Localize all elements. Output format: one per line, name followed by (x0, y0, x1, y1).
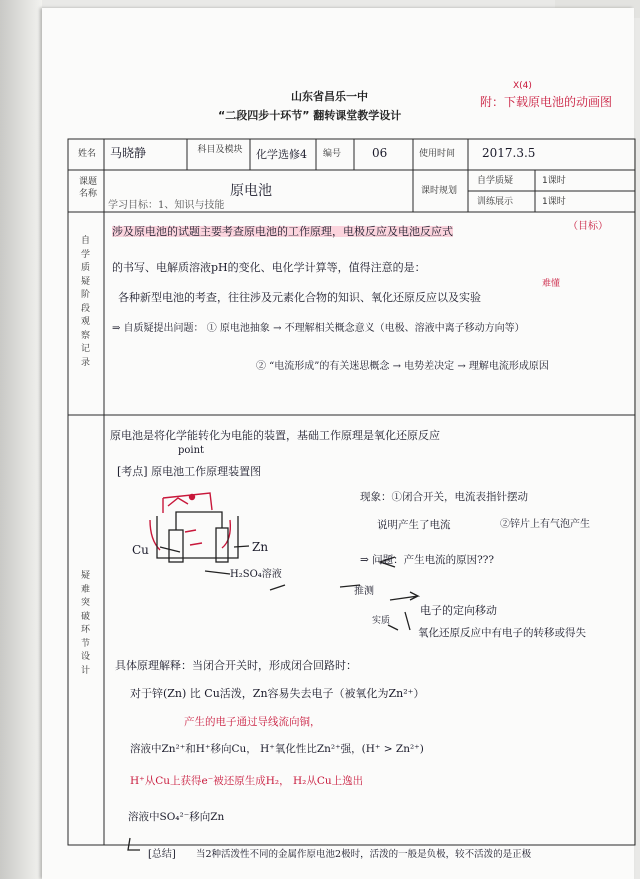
point-note: point (178, 445, 205, 456)
reason-1: 电子的定向移动 (420, 604, 497, 617)
document-subtitle: “二段四步十环节” 翻转课堂教学设计 (218, 109, 402, 122)
goal-note: （目标） (568, 221, 608, 232)
topic-label: 课题名称 (78, 177, 97, 199)
explain-heading: 具体原理解释：当闭合开关时，形成闭合回路时： (115, 659, 357, 672)
explain-line-2: 产生的电子通过导线流向铜， (184, 716, 321, 728)
section2-intro: 原电池是将化学能转化为电能的装置，基础工作原理是氧化还原反应 (110, 429, 440, 442)
subject-label: 科目及模块 (197, 145, 243, 155)
arrow-note-1: 推测 (354, 586, 374, 597)
subject-value: 化学选修4 (256, 148, 307, 161)
corner-note: 附：下载原电池的动画图 (480, 95, 613, 109)
section1-label: 自学质疑阶段观察记录 (80, 236, 90, 368)
training-value: 1课时 (542, 197, 566, 207)
section1-line-4: ⇒ 自质疑提出问题： ① 原电池抽象 → 不理解相关概念意义（电极、溶液中离子移动方向等） (112, 323, 525, 334)
phenomenon-3: ②锌片上有气泡产生 (500, 519, 590, 530)
date-label: 使用时间 (419, 149, 456, 159)
extra-note: 难懂 (542, 279, 561, 289)
name-label: 姓名 (78, 149, 97, 159)
question-line: ⇒ 问题：产生电流的原因??? (360, 554, 495, 566)
self-study-value: 1课时 (542, 176, 566, 186)
reason-2: 氧化还原反应中有电子的转移或得失 (418, 627, 586, 639)
learning-goals-note: 学习目标：1、知识与技能 (108, 200, 225, 211)
number-label: 编号 (323, 149, 342, 159)
number-value: 06 (372, 146, 388, 160)
section1-line-3: 各种新型电池的考查，往往涉及元素化合物的知识、氧化还原反应以及实验 (118, 291, 481, 304)
footer-summary: 当2种活泼性不同的金属作原电池2极时，活泼的一般是负极，较不活泼的是正极 (196, 849, 532, 860)
electrode-cu: Cu (132, 543, 149, 557)
explain-line-3: 溶液中Zn²⁺和H⁺移向Cu， H⁺氧化性比Zn²⁺强，(H⁺ > Zn²⁺) (130, 743, 424, 755)
solution-label: H₂SO₄溶液 (230, 569, 282, 580)
corner-note-small: X(4) (513, 81, 532, 91)
school-title: 山东省昌乐一中 (291, 90, 368, 103)
figure-label: [考点] 原电池工作原理装置图 (117, 465, 262, 478)
name-value: 马晓静 (110, 146, 147, 160)
plan-label: 课时规划 (421, 186, 458, 196)
explain-line-5: 溶液中SO₄²⁻移向Zn (128, 811, 225, 823)
section1-line-5: ② “电流形成”的有关迷思概念 → 电势差决定 → 理解电流形成原因 (256, 361, 549, 372)
section1-line-1: 涉及原电池的试题主要考查原电池的工作原理，电极反应及电池反应式 (112, 225, 453, 238)
phenomenon-2: 说明产生了电流 (377, 519, 451, 531)
explain-line-1: 对于锌(Zn) 比 Cu活泼，Zn容易失去电子（被氧化为Zn²⁺） (130, 687, 425, 700)
footer-tag: [总结] (148, 849, 176, 860)
training-label: 训练展示 (477, 197, 514, 207)
section1-line-2: 的书写、电解质溶液pH的变化、电化学计算等，值得注意的是： (112, 261, 426, 274)
explain-line-4: H⁺从Cu上获得e⁻被还原生成H₂， H₂从Cu上逸出 (130, 775, 364, 787)
phenomenon-1: 现象：①闭合开关，电流表指针摆动 (360, 491, 528, 503)
electrode-zn: Zn (252, 540, 269, 554)
date-value: 2017.3.5 (482, 146, 536, 160)
self-study-label: 自学质疑 (477, 176, 514, 186)
topic-value: 原电池 (230, 183, 272, 199)
section2-label: 疑难突破环节设计 (80, 571, 90, 676)
arrow-note-2: 实质 (372, 616, 391, 626)
